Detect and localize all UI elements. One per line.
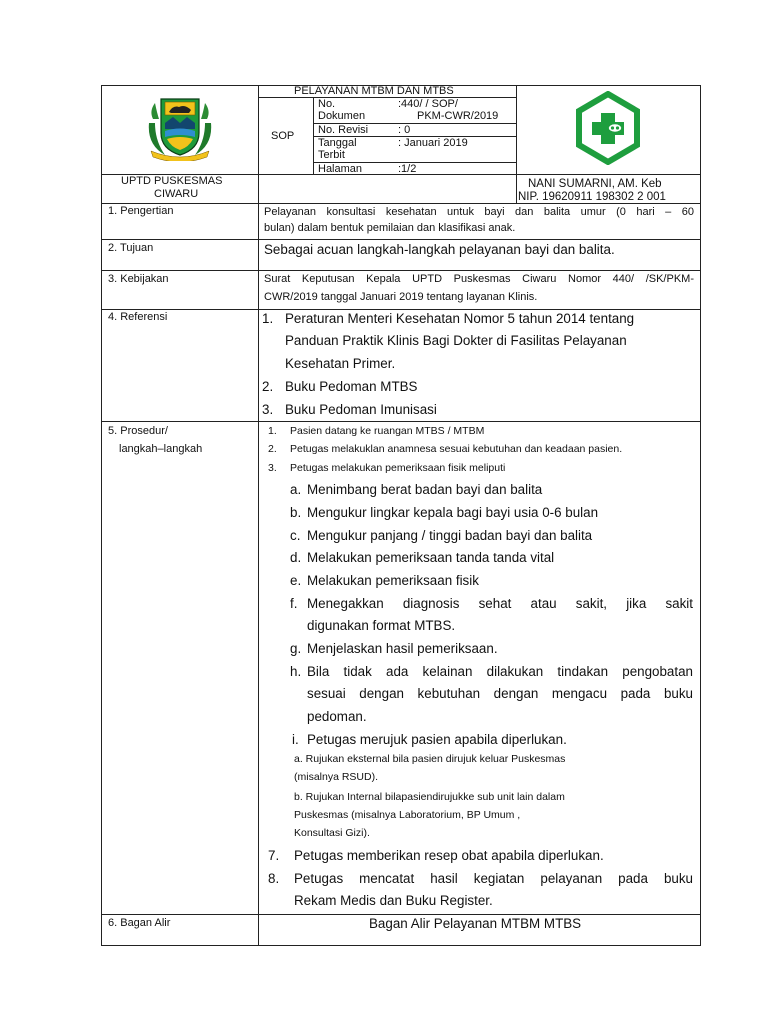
tujuan-label: 2. Tujuan [108, 242, 154, 254]
org-name-line1: UPTD PUSKESMAS [121, 175, 223, 187]
prosedur-step-3-text: Petugas melakukan pemeriksaan fisik meliputi [290, 462, 506, 474]
sub-a-text: Menimbang berat badan bayi dan balita [307, 482, 543, 497]
prosedur-step-8-num: 8. [268, 871, 280, 886]
prosedur-step-2-text: Petugas melakuklan anamnesa sesuai kebutuhan dan keadaan pasien. [290, 443, 623, 455]
sub-f-line2: digunakan format MTBS. [307, 618, 456, 633]
doc-no-label-2: Dokumen [318, 110, 366, 122]
sub-h-letter: h. [290, 664, 302, 679]
document-title: PELAYANAN MTBM DAN MTBS [294, 85, 454, 97]
rujukan-b-line1: b. Rujukan Internal bilapasiendirujukke sub unit lain dalam [294, 791, 565, 803]
sub-i-text: Petugas merujuk pasien apabila diperlukan. [307, 732, 567, 747]
prosedur-step-3-num: 3. [268, 462, 277, 474]
tujuan-text: Sebagai acuan langkah-langkah pelayanan bayi dan balita. [264, 242, 615, 257]
prosedur-step-8-line2: Rekam Medis dan Buku Register. [294, 893, 493, 908]
sop-label: SOP [271, 130, 295, 142]
halaman-value: :1/2 [398, 163, 417, 175]
rujukan-a-line1: a. Rujukan eksternal bila pasien dirujuk keluar Puskesmas [294, 753, 566, 765]
org-name-line2: CIWARU [154, 188, 199, 200]
kebijakan-line2: CWR/2019 tanggal Januari 2019 tentang layanan Klinis. [264, 291, 538, 303]
revisi-label: No. Revisi [318, 124, 369, 136]
puskesmas-logo [571, 91, 645, 165]
referensi-item-1-num: 1. [262, 311, 274, 326]
sub-h-line1: Bila tidak ada kelainan dilakukan tindakan pengobatan [307, 664, 693, 679]
prosedur-label-2: langkah–langkah [119, 443, 203, 455]
bagan-label: 6. Bagan Alir [108, 917, 171, 929]
prosedur-step-1-num: 1. [268, 425, 277, 437]
rujukan-b-line3: Konsultasi Gizi). [294, 827, 370, 839]
sub-e-letter: e. [290, 573, 302, 588]
prosedur-step-2-num: 2. [268, 443, 277, 455]
rujukan-a-line2: (misalnya RSUD). [294, 771, 379, 783]
kebijakan-line1: Surat Keputusan Kepala UPTD Puskesmas Ciwaru Nomor 440/ /SK/PKM- [264, 273, 694, 285]
signer-name: NANI SUMARNI, AM. Keb [528, 178, 662, 190]
sub-g-text: Menjelaskan hasil pemeriksaan. [307, 641, 498, 656]
kebijakan-label: 3. Kebijakan [108, 273, 169, 285]
referensi-item-3-text: Buku Pedoman Imunisasi [285, 402, 437, 417]
sub-e-text: Melakukan pemeriksaan fisik [307, 573, 479, 588]
referensi-item-2-text: Buku Pedoman MTBS [285, 379, 418, 394]
referensi-item-2-num: 2. [262, 379, 274, 394]
prosedur-step-7-num: 7. [268, 848, 280, 863]
sub-h-line3: pedoman. [307, 709, 367, 724]
prosedur-label-1: 5. Prosedur/ [108, 425, 168, 437]
doc-no-value-2: PKM-CWR/2019 [417, 110, 499, 122]
prosedur-step-8-line1: Petugas mencatat hasil kegiatan pelayanan pada buku [294, 871, 693, 886]
sub-c-letter: c. [290, 528, 301, 543]
sub-a-letter: a. [290, 482, 302, 497]
regency-emblem-logo [143, 93, 217, 161]
sub-c-text: Mengukur panjang / tinggi badan bayi dan balita [307, 528, 593, 543]
doc-no-label-1: No. [318, 98, 336, 110]
sub-d-letter: d. [290, 550, 302, 565]
signer-nip: NIP. 19620911 198302 2 001 [518, 191, 666, 203]
tanggal-label-2: Terbit [318, 149, 345, 161]
sub-f-letter: f. [290, 596, 298, 611]
sub-d-text: Melakukan pemeriksaan tanda tanda vital [307, 550, 555, 565]
referensi-item-1-line3: Kesehatan Primer. [285, 356, 396, 371]
sub-f-line1: Menegakkan diagnosis sehat atau sakit, jika sakit [307, 596, 693, 611]
pengertian-label: 1. Pengertian [108, 205, 174, 217]
doc-no-value-1: :440/ / SOP/ [398, 98, 458, 110]
sub-g-letter: g. [290, 641, 302, 656]
pengertian-line1: Pelayanan konsultasi kesehatan untuk bayi dan balita umur (0 hari – 60 [264, 206, 694, 218]
pengertian-line2: bulan) dalam bentuk pemilaian dan klasifikasi anak. [264, 222, 516, 234]
referensi-label: 4. Referensi [108, 311, 168, 323]
sub-h-line2: sesuai dengan kebutuhan dengan mengacu pada buku [307, 686, 693, 701]
tanggal-label-1: Tanggal [318, 137, 357, 149]
halaman-label: Halaman [318, 163, 363, 175]
tanggal-value: : Januari 2019 [398, 137, 468, 149]
sub-b-letter: b. [290, 505, 302, 520]
rujukan-b-line2: Puskesmas (misalnya Laboratorium, BP Umum , [294, 809, 521, 821]
referensi-item-1-line1: Peraturan Menteri Kesehatan Nomor 5 tahun 2014 tentang [285, 311, 635, 326]
referensi-item-1-line2: Panduan Praktik Klinis Bagi Dokter di Fasilitas Pelayanan [285, 333, 627, 348]
sub-b-text: Mengukur lingkar kepala bagi bayi usia 0-6 bulan [307, 505, 599, 520]
revisi-value: : 0 [398, 124, 411, 136]
prosedur-step-1-text: Pasien datang ke ruangan MTBS / MTBM [290, 425, 485, 437]
referensi-item-3-num: 3. [262, 402, 274, 417]
prosedur-step-7-text: Petugas memberikan resep obat apabila diperlukan. [294, 848, 604, 863]
sub-i-letter: i. [292, 732, 299, 747]
bagan-title: Bagan Alir Pelayanan MTBM MTBS [369, 916, 582, 931]
